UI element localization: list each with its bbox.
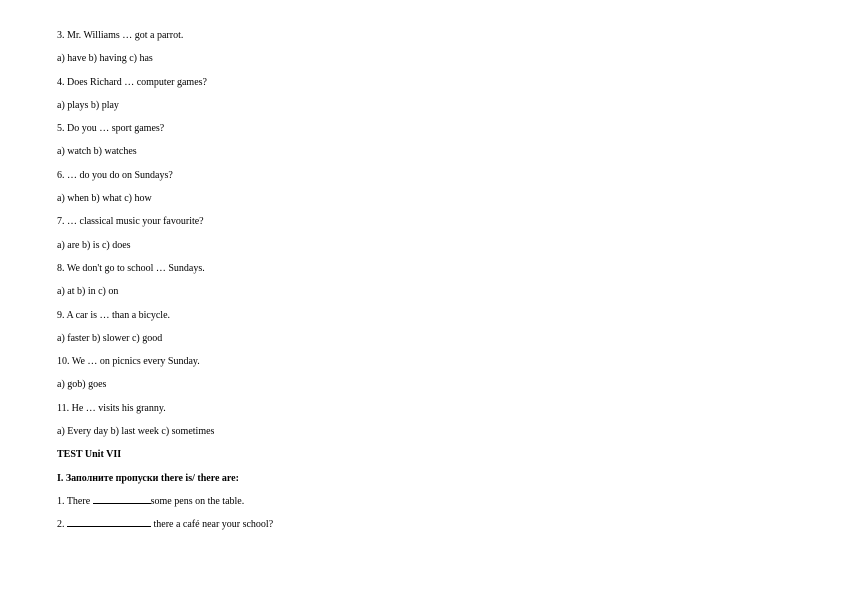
question-6: 6. … do you do on Sundays?: [57, 169, 173, 181]
question-4: 4. Does Richard … computer games?: [57, 76, 207, 88]
options-4: a) plays b) play: [57, 99, 119, 111]
options-5: a) watch b) watches: [57, 146, 137, 158]
fill-item-2: [57, 513, 797, 536]
options-3: a) have b) having c) has: [57, 53, 153, 65]
fill-item-1: [57, 490, 797, 513]
options-11: a) Every day b) last week c) sometimes: [57, 426, 215, 438]
fill-item-2-prefix: 2.: [57, 519, 67, 531]
test-heading: TEST Unit VII: [57, 449, 122, 461]
fill-item-2-suffix: there a café near your school?: [151, 519, 274, 531]
options-6: a) when b) what c) how: [57, 193, 152, 205]
options-9: a) faster b) slower c) good: [57, 332, 163, 344]
question-7: 7. … classical music your favourite?: [57, 216, 204, 228]
question-9: 9. A car is … than a bicycle.: [57, 309, 171, 321]
fill-item-1-suffix: some pens on the table.: [150, 495, 245, 507]
question-10: 10. We … on picnics every Sunday.: [57, 356, 200, 368]
question-11: 11. He … visits his granny.: [57, 402, 166, 414]
question-5: 5. Do you … sport games?: [57, 123, 165, 135]
options-10: a) gob) goes: [57, 379, 107, 391]
options-7: a) are b) is c) does: [57, 239, 131, 251]
options-8: a) at b) in c) on: [57, 286, 119, 298]
fill-item-1-prefix: 1. There: [57, 495, 93, 507]
answer-blank-2[interactable]: [67, 517, 151, 527]
task-instruction: I. Заполните пропуски there is/ there are:: [57, 472, 239, 484]
answer-blank-1[interactable]: [93, 494, 151, 504]
question-8: 8. We don't go to school … Sundays.: [57, 262, 205, 274]
question-3: 3. Mr. Williams … got a parrot.: [57, 30, 184, 41]
document-page: [57, 24, 797, 537]
